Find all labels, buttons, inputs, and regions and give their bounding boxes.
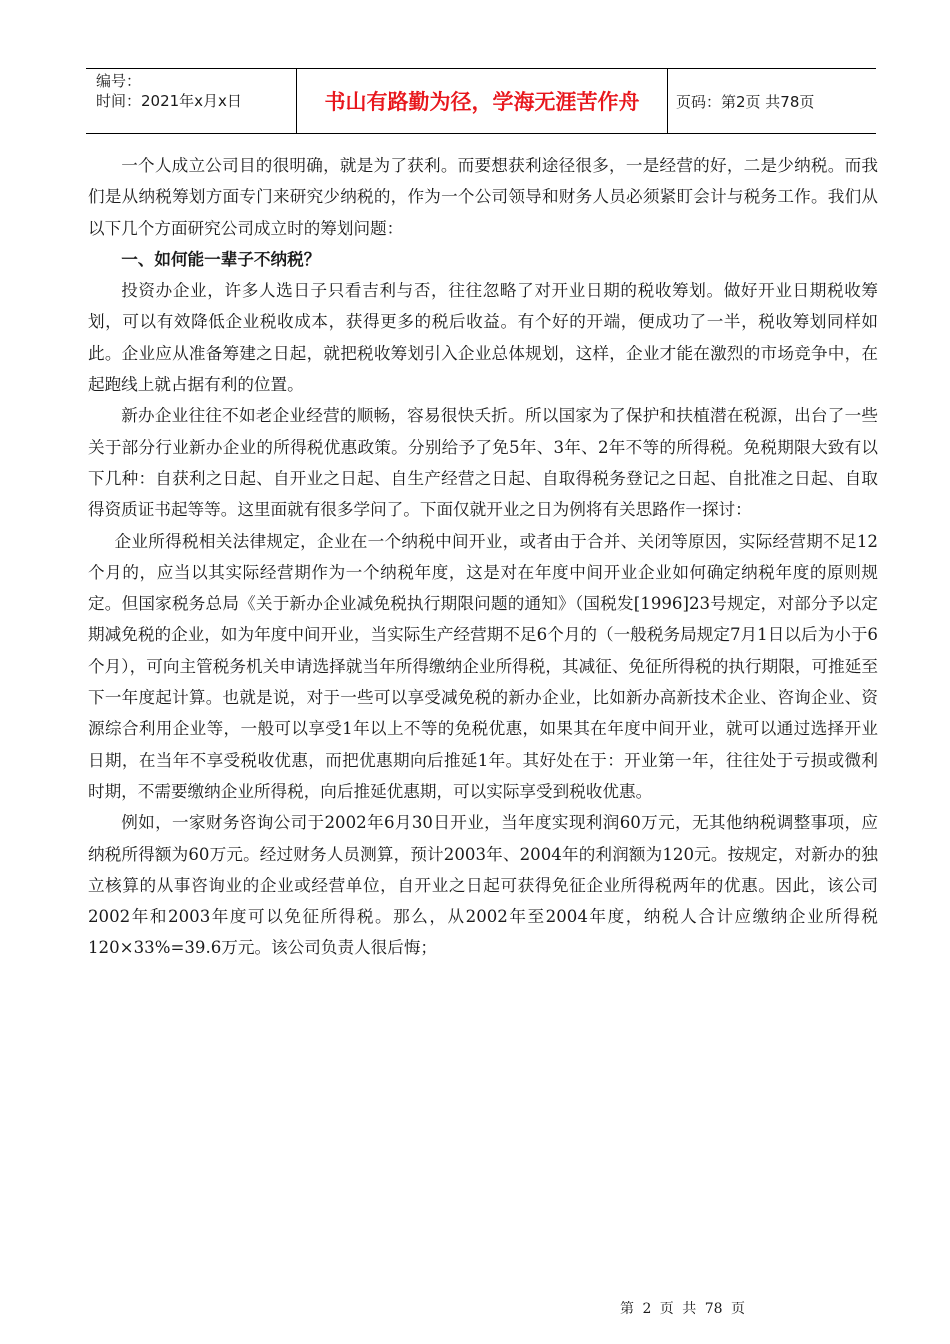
paragraph: 新办企业往往不如老企业经营的顺畅，容易很快夭折。所以国家为了保护和扶植潜在税源，出台了一些关于部分行业新办企业的所得税优惠政策。分别给予了免5年、3年、2年不等的所得税。免税期限大致有以下几种：自获利之日起、自开业之日起、自生产经营之日起、自取得税务登记之日起、自批准之日起、自取得资质证书起等等。这里面就有很多学问了。下面仅就开业之日为例将有关思路作一探讨： [88,406,878,520]
header-meta-cell [86,69,297,134]
document-time-label: 时间：2021年x月x日 [96,92,242,110]
document-number-label: 编号： [96,72,142,90]
header-page-info: 页码：第2页 共78页 [668,69,877,134]
paragraph: 投资办企业，许多人选日子只看吉利与否，往往忽略了对开业日期的税收筹划。做好开业日期税收筹划，可以有效降低企业税收成本，获得更多的税后收益。有个好的开端，便成功了一半，税收筹划同样如此。企业应从准备筹建之日起，就把税收筹划引入企业总体规划，这样，企业才能在激烈的市场竞争中，在起跑线上就占据有利的位置。 [88,281,878,395]
page-footer: 第 2 页 共 78 页 [620,1301,745,1317]
header-table [86,68,876,134]
header-motto: 书山有路勤为径，学海无涯苦作舟 [297,69,668,134]
section-heading: 一、如何能一辈子不纳税？ [121,249,321,269]
paragraph-intro: 一个人成立公司目的很明确，就是为了获利。而要想获利途径很多，一是经营的好，二是少纳税。而我们是从纳税筹划方面专门来研究少纳税的，作为一个公司领导和财务人员必须紧盯会计与税务工作。我们从以下几个方面研究公司成立时的筹划问题： [88,156,878,238]
paragraph-example: 例如，一家财务咨询公司于2002年6月30日开业，当年度实现利润60万元，无其他纳税调整事项，应纳税所得额为60万元。经过财务人员测算，预计2003年、2004年的利润额为120元。按规定，对新办的独立核算的从事咨询业的企业或经营单位，自开业之日起可获得免征企业所得税两年的优惠。因此，该公司2002年和2003年度可以免征所得税。那么，从2002年至2004年度，纳税人合计应缴纳企业所得税120×33%=39.6万元。该公司负责人很后悔； [88,813,878,958]
document-body [88,150,878,964]
paragraph: 企业所得税相关法律规定，企业在一个纳税中间开业，或者由于合并、关闭等原因，实际经营期不足12个月的，应当以其实际经营期作为一个纳税年度，这是对在年度中间开业企业如何确定纳税年度的原则规定。但国家税务总局《关于新办企业减免税执行期限问题的通知》（国税发[1996]23号规定，对部分予以定期减免税的企业，如为年度中间开业，当实际生产经营期不足6个月的（一般税务局规定7月1日以后为小于6个月），可向主管税务机关申请选择就当年所得缴纳企业所得税，其减征、免征所得税的执行期限，可推延至下一年度起计算。也就是说，对于一些可以享受减免税的新办企业，比如新办高新技术企业、咨询企业、资源综合利用企业等，一般可以享受1年以上不等的免税优惠，如果其在年度中间开业，就可以通过选择开业日期，在当年不享受税收优惠，而把优惠期向后推延1年。其好处在于：开业第一年，往往处于亏损或微利时期，不需要缴纳企业所得税，向后推延优惠期，可以实际享受到税收优惠。 [88,531,878,801]
